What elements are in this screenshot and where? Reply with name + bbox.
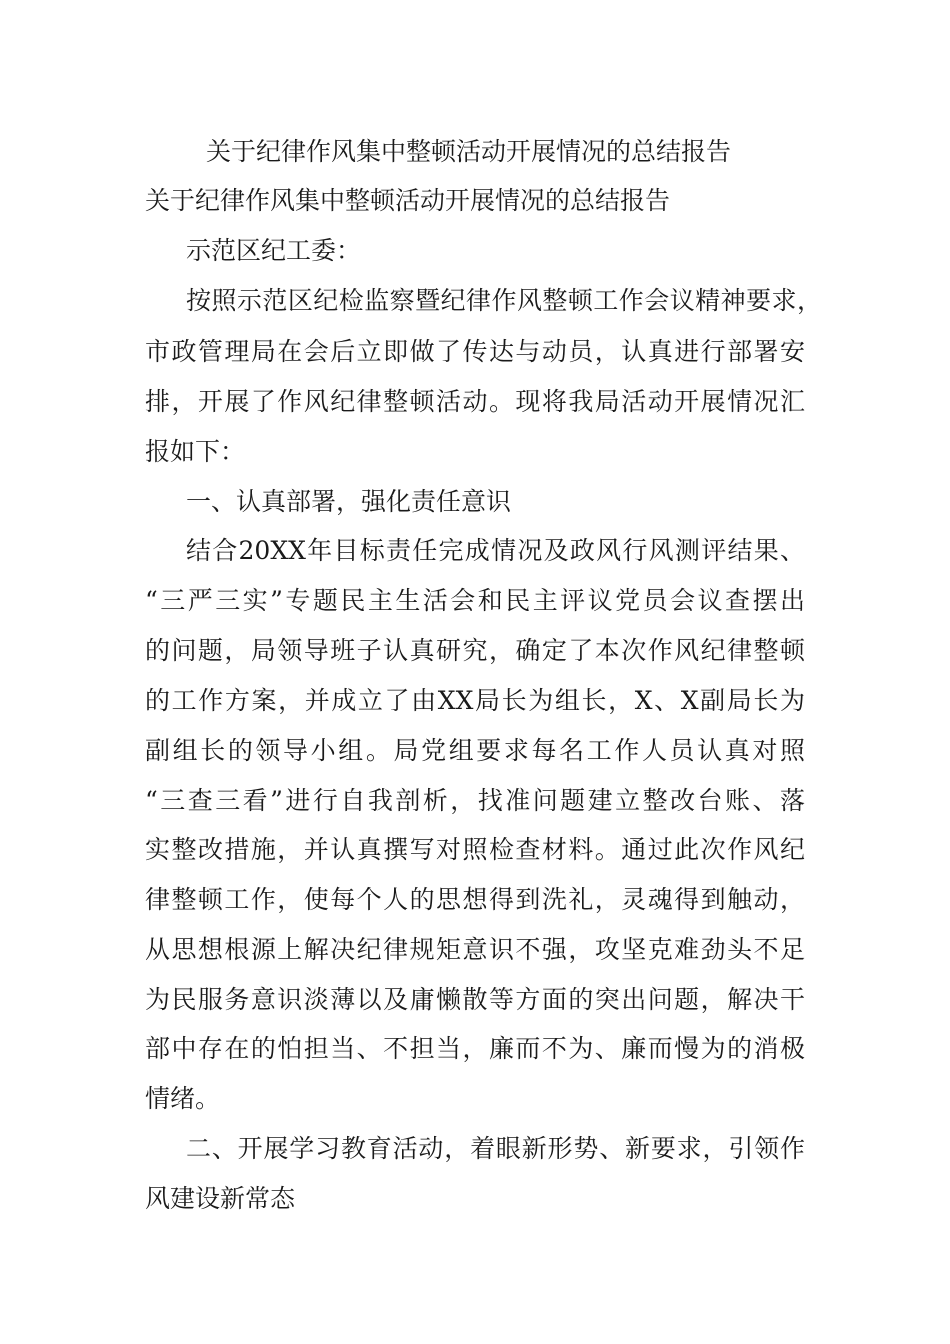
paragraph-1-line: 排，开展了作风纪律整顿活动。现将我局活动开展情况汇: [145, 387, 805, 416]
section-1-title: 一、认真部署，强化责任意识: [186, 487, 512, 516]
paragraph-1-line: 报如下：: [145, 437, 246, 466]
salutation: 示范区纪工委：: [186, 236, 362, 265]
paragraph-2-line: 的工作方案，并成立了由XX局长为组长，X、X副局长为: [145, 686, 805, 715]
paragraph-2-line: 实整改措施，并认真撰写对照检查材料。通过此次作风纪: [145, 835, 805, 864]
paragraph-2-line: 副组长的领导小组。局党组要求每名工作人员认真对照: [145, 736, 805, 765]
section-2-title-line: 二、开展学习教育活动，着眼新形势、新要求，引领作: [186, 1134, 805, 1163]
paragraph-2-line: “三查三看”进行自我剖析，找准问题建立整改台账、落: [145, 786, 805, 815]
paragraph-2-line: 部中存在的怕担当、不担当，廉而不为、廉而慢为的消极: [145, 1034, 805, 1063]
paragraph-2-line: 结合20XX年目标责任完成情况及政风行风测评结果、: [186, 536, 805, 565]
section-2-title-line: 风建设新常态: [145, 1184, 296, 1213]
paragraph-2-line: 律整顿工作，使每个人的思想得到洗礼，灵魂得到触动，: [145, 885, 805, 914]
paragraph-2-line: “三严三实”专题民主生活会和民主评议党员会议查摆出: [145, 586, 805, 615]
paragraph-2-line: 为民服务意识淡薄以及庸懒散等方面的突出问题，解决干: [145, 985, 805, 1014]
document-title: 关于纪律作风集中整顿活动开展情况的总结报告: [206, 137, 732, 166]
paragraph-2-line: 从思想根源上解决纪律规矩意识不强，攻坚克难劲头不足: [145, 935, 805, 964]
paragraph-2-line: 的问题，局领导班子认真研究，确定了本次作风纪律整顿: [145, 636, 805, 665]
paragraph-1-line: 市政管理局在会后立即做了传达与动员，认真进行部署安: [145, 337, 805, 366]
document-heading: 关于纪律作风集中整顿活动开展情况的总结报告: [145, 186, 671, 215]
paragraph-1-line: 按照示范区纪检监察暨纪律作风整顿工作会议精神要求，: [186, 286, 822, 315]
paragraph-2-line: 情绪。: [145, 1084, 221, 1113]
